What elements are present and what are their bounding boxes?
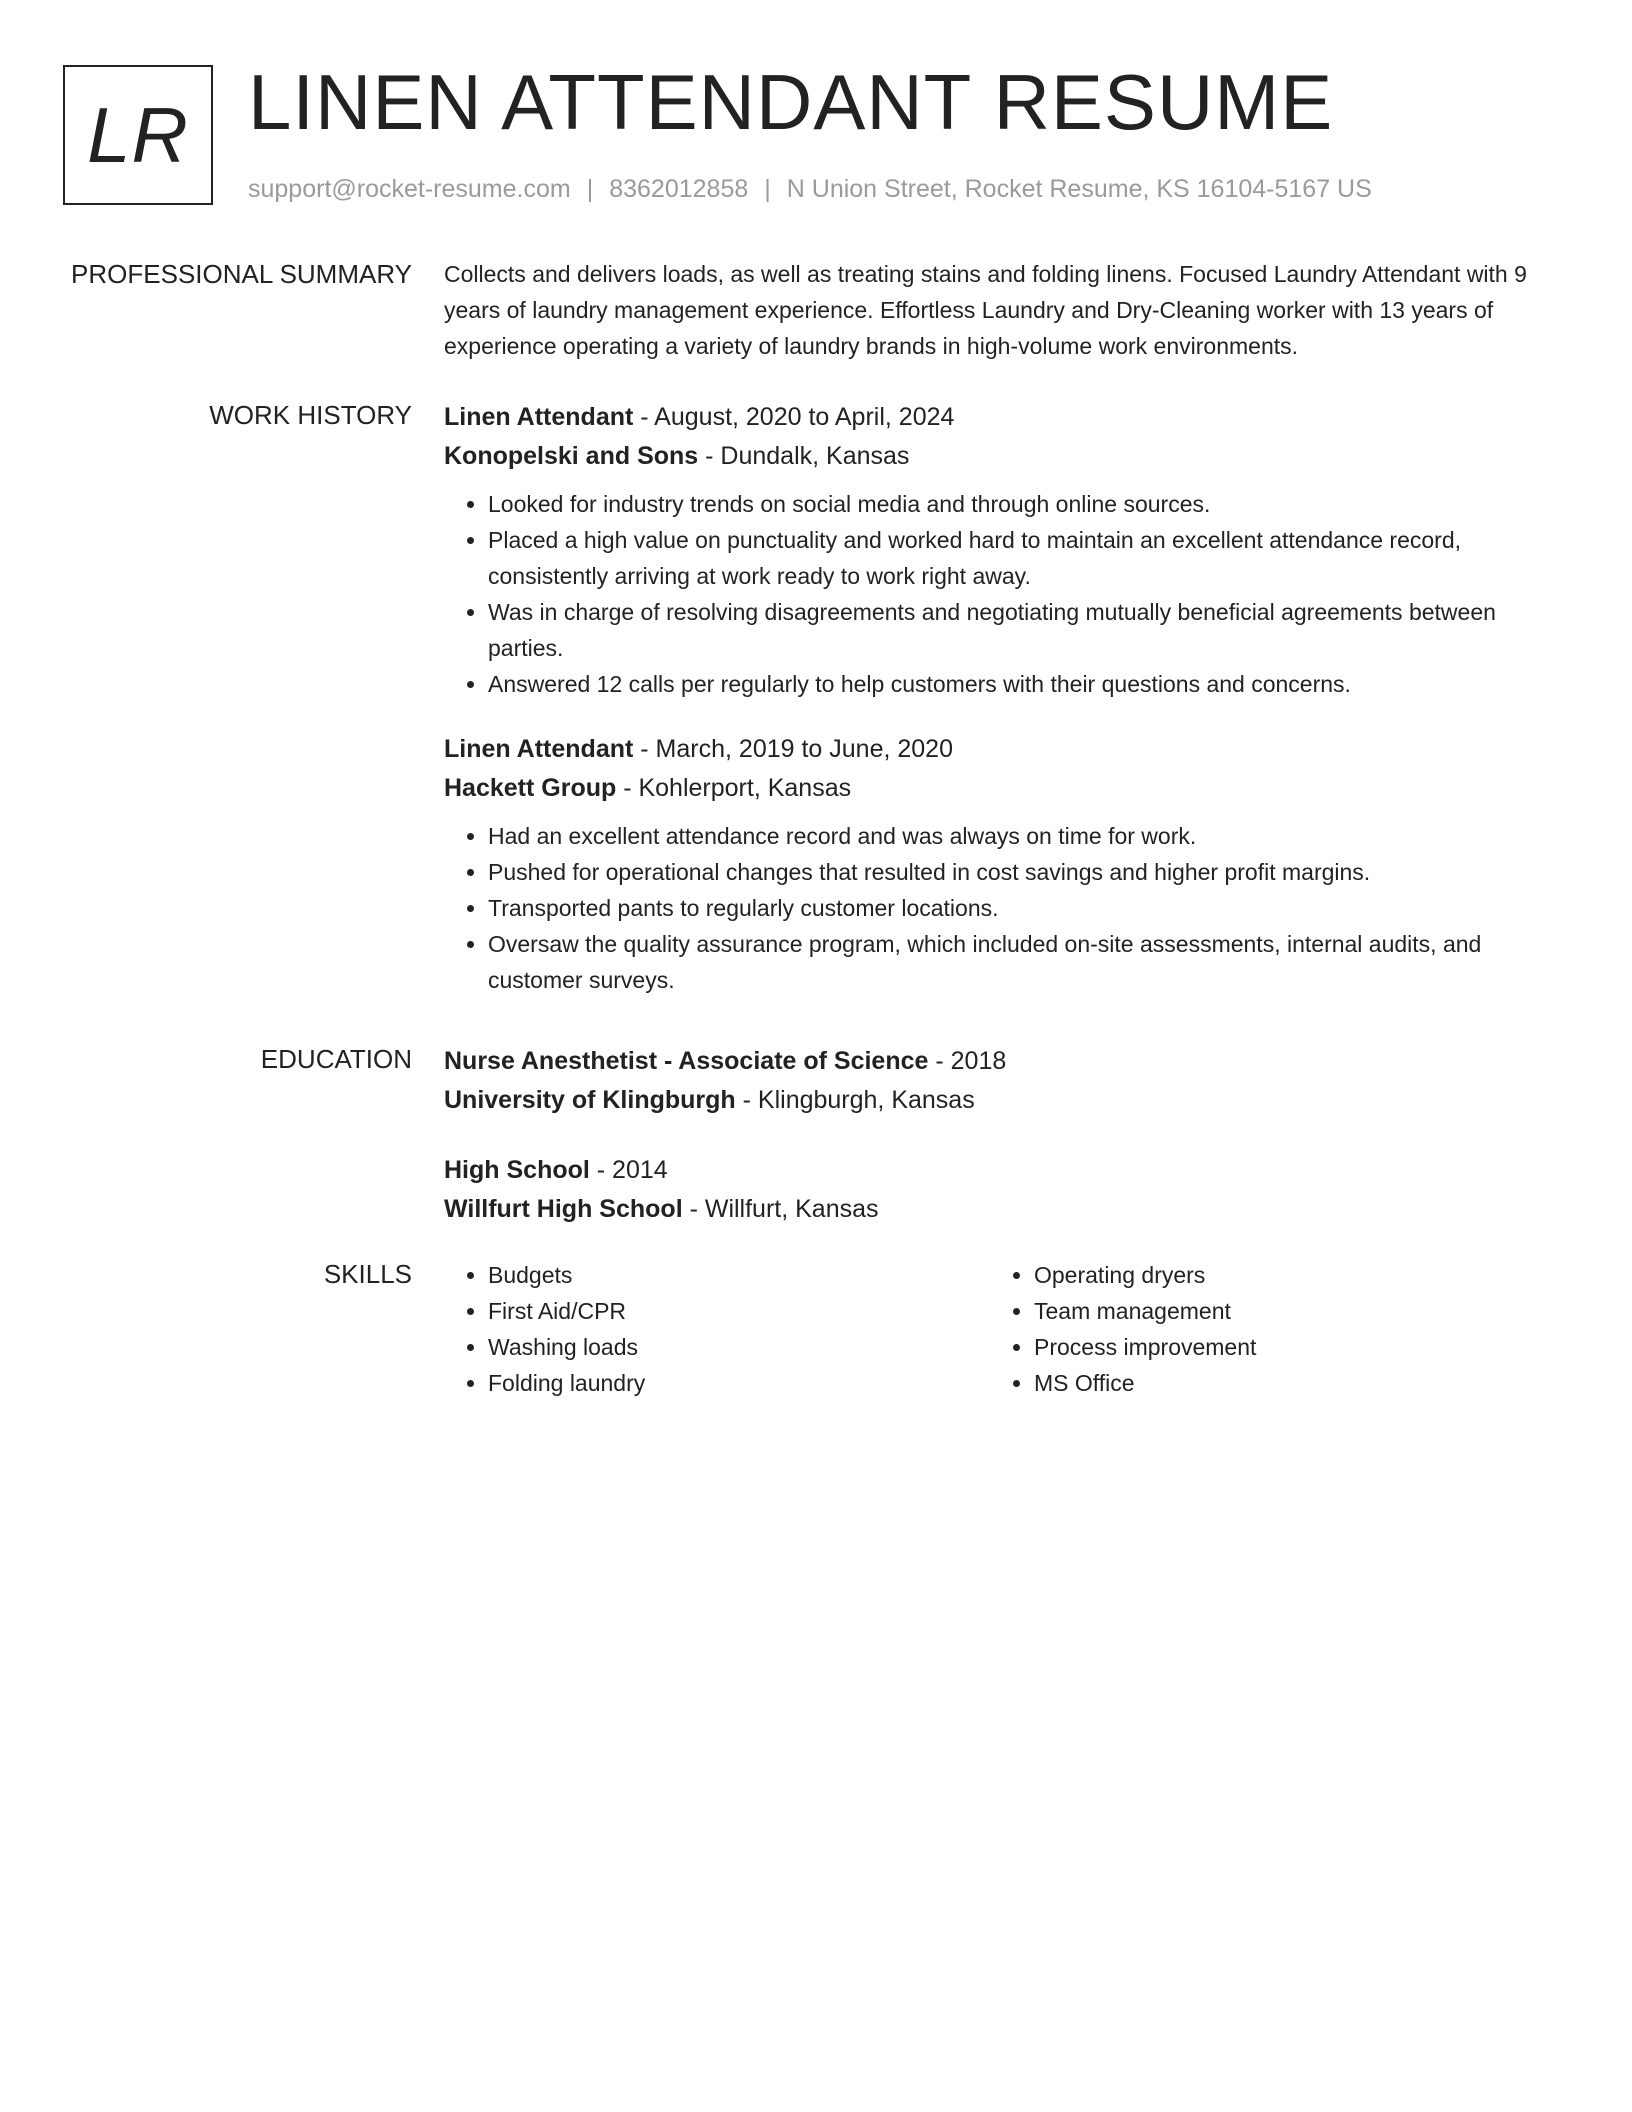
job-title: Linen Attendant xyxy=(444,403,634,431)
skills-list-left xyxy=(444,1257,988,1401)
job-entry xyxy=(444,730,1564,998)
job-bullets xyxy=(444,486,1564,702)
summary-heading: PROFESSIONAL SUMMARY xyxy=(71,259,412,289)
skill-item: • Budgets xyxy=(488,1257,988,1293)
contact-phone[interactable]: 8362012858 xyxy=(609,175,749,203)
skill-item: • Folding laundry xyxy=(488,1365,988,1401)
education-location: - Klingburgh, Kansas xyxy=(735,1086,975,1114)
job-title-line xyxy=(444,398,1564,437)
job-bullets xyxy=(444,818,1564,998)
contact-separator: | xyxy=(586,175,594,203)
contact-separator: | xyxy=(764,175,771,203)
education-body xyxy=(444,1042,1564,1229)
skill-item: • Team management xyxy=(1034,1293,1534,1329)
work-history-body xyxy=(444,398,1564,998)
summary-text: Collects and delivers loads, as well as treating stains and folding linens. Focused Laundry Attendant with 9 years of laundry management experience. Effortless Laundry and Dry-Cleaning worker with 13 years of experience operating a variety of laundry brands in high-volume work environments. xyxy=(444,261,1527,359)
skills-list-right xyxy=(990,1257,1534,1401)
education-entry xyxy=(444,1042,1564,1120)
job-bullet: • Had an excellent attendance record and was always on time for work. xyxy=(488,818,1564,854)
skills-body xyxy=(444,1257,1564,1401)
job-bullet: • Pushed for operational changes that resulted in cost savings and higher profit margins. xyxy=(488,854,1564,890)
job-dates: - August, 2020 to April, 2024 xyxy=(633,403,955,431)
education-entry xyxy=(444,1151,1564,1229)
education-location: - Willfurt, Kansas xyxy=(682,1195,879,1223)
education-degree: High School xyxy=(444,1156,590,1184)
education-degree-line xyxy=(444,1042,1564,1081)
contact-address: N Union Street, Rocket Resume, KS 16104-5167 US xyxy=(786,175,1372,203)
job-bullet: • Looked for industry trends on social media and through online sources. xyxy=(488,486,1564,522)
resume-title: LINEN ATTENDANT RESUME xyxy=(248,58,1334,146)
job-location: - Dundalk, Kansas xyxy=(698,442,910,470)
contact-line xyxy=(248,172,1372,206)
education-school: Willfurt High School xyxy=(444,1195,683,1223)
work-history-heading: WORK HISTORY xyxy=(209,400,412,430)
education-heading: EDUCATION xyxy=(260,1044,412,1074)
skill-item: • Process improvement xyxy=(1034,1329,1534,1365)
education-degree: Nurse Anesthetist - Associate of Science xyxy=(444,1047,929,1075)
education-year: - 2018 xyxy=(928,1047,1007,1075)
monogram-box xyxy=(63,65,213,205)
monogram-initials: LR xyxy=(87,90,189,179)
education-year: - 2014 xyxy=(589,1156,668,1184)
job-bullet: • Transported pants to regularly customer locations. xyxy=(488,890,1564,926)
job-title-line xyxy=(444,730,1564,769)
job-company: Hackett Group xyxy=(444,774,617,802)
job-bullet: • Answered 12 calls per regularly to help customers with their questions and concerns. xyxy=(488,666,1564,702)
job-bullet: • Placed a high value on punctuality and worked hard to maintain an excellent attendance record, consistently arriving at work ready to work right away. xyxy=(488,522,1564,594)
summary-body xyxy=(444,257,1564,364)
job-bullet: • Oversaw the quality assurance program, which included on-site assessments, internal audits, and customer surveys. xyxy=(488,926,1564,998)
job-company-line xyxy=(444,437,1564,476)
job-dates: - March, 2019 to June, 2020 xyxy=(633,735,953,763)
skills-columns xyxy=(444,1257,1564,1401)
skill-item: • Operating dryers xyxy=(1034,1257,1534,1293)
job-location: - Kohlerport, Kansas xyxy=(616,774,852,802)
skills-heading: SKILLS xyxy=(323,1259,412,1289)
skill-item: • MS Office xyxy=(1034,1365,1534,1401)
education-school-line xyxy=(444,1081,1564,1120)
job-entry xyxy=(444,398,1564,702)
job-company-line xyxy=(444,769,1564,808)
education-degree-line xyxy=(444,1151,1564,1190)
job-company: Konopelski and Sons xyxy=(444,442,699,470)
skill-item: • Washing loads xyxy=(488,1329,988,1365)
job-title: Linen Attendant xyxy=(444,735,634,763)
education-school: University of Klingburgh xyxy=(444,1086,736,1114)
skill-item: • First Aid/CPR xyxy=(488,1293,988,1329)
contact-email[interactable]: support@rocket-resume.com xyxy=(248,175,571,203)
education-school-line xyxy=(444,1190,1564,1229)
job-bullet: • Was in charge of resolving disagreements and negotiating mutually beneficial agreements between parties. xyxy=(488,594,1564,666)
